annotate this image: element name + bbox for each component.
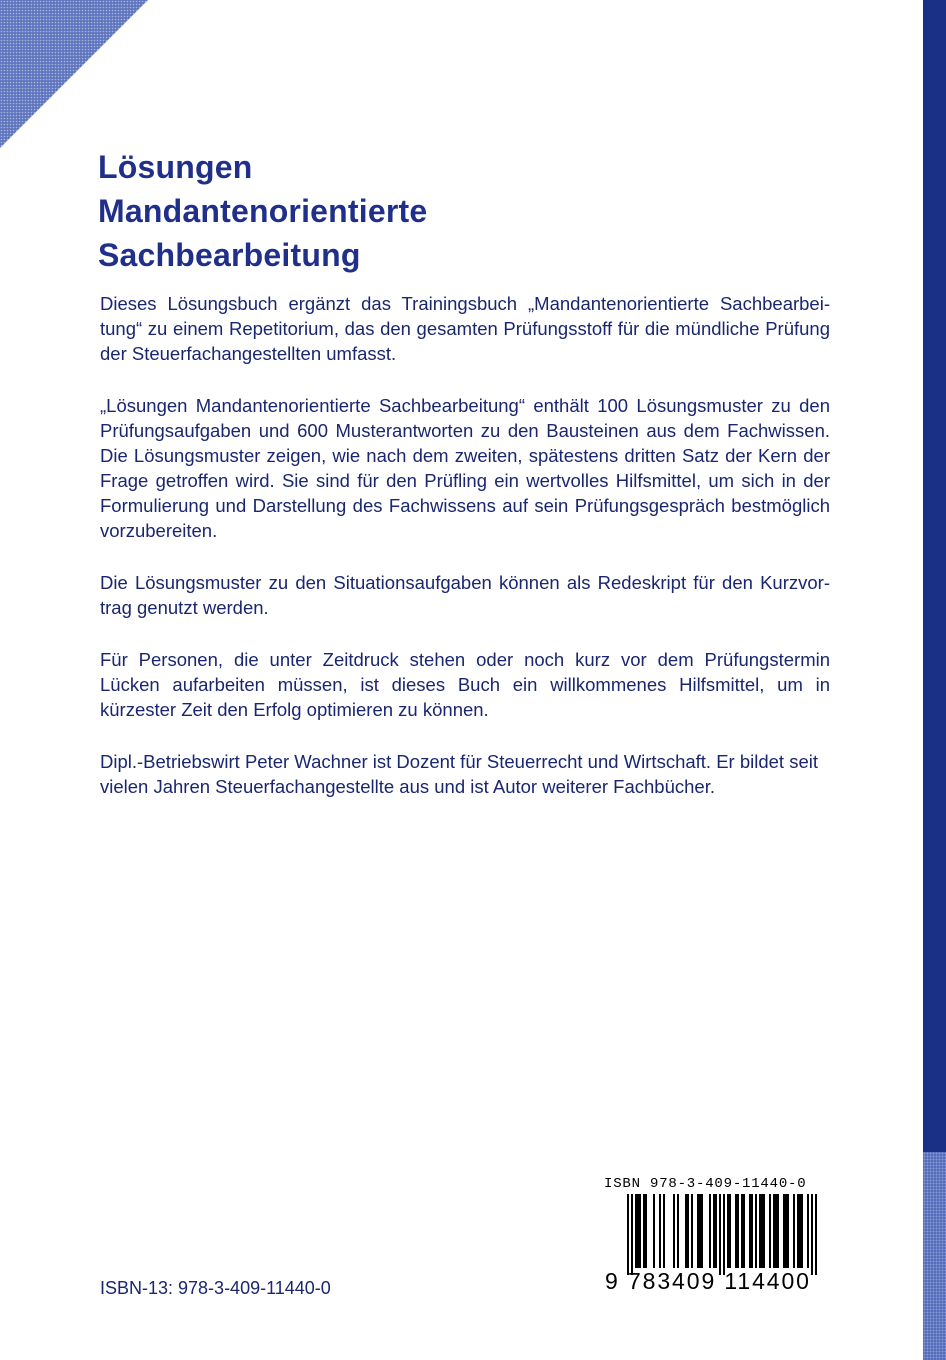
barcode-bar — [685, 1194, 689, 1268]
barcode-bar — [691, 1194, 693, 1268]
barcode-bar — [653, 1194, 655, 1268]
barcode-bar — [769, 1194, 771, 1268]
barcode-bar — [815, 1194, 817, 1275]
corner-decoration — [0, 0, 150, 150]
barcode-bar — [783, 1194, 789, 1268]
barcode-bar — [811, 1194, 813, 1275]
book-title — [98, 145, 427, 277]
barcode-bar — [627, 1194, 629, 1275]
barcode-bar — [635, 1194, 641, 1268]
barcode-bar — [677, 1194, 679, 1268]
barcode-bar — [719, 1194, 721, 1275]
barcode-bar — [673, 1194, 675, 1268]
paragraph-contents: „Lösungen Mandantenorientierte Sachbearbeitung“ enthält 100 Lösungsmuster zu den Prüfungsaufgaben und 600 Musterantworten zu den Bausteinen aus dem Fachwissen. Die Lösungsmuster zeigen, wie nach dem zweiten, spätestens dritten Satz der Kern der Frage getroffen wird. Sie sind für den Prüfling ein wertvolles Hilfsmittel, um sich in der Formulierung und Darstellung des Fachwissens auf sein Prüfungsgespräch bestmöglich vorzubereiten. — [100, 395, 830, 541]
paragraph-situations: Die Lösungsmuster zu den Situationsaufgaben können als Redeskript für den Kurzvortrag genutzt werden. — [100, 572, 830, 618]
paragraph-intro: Dieses Lösungsbuch ergänzt das Trainingsbuch „Mandantenorientierte Sachbearbeitung“ zu einem Repetitorium, das den gesamten Prüfungsstoff für die mündliche Prüfung der Steuerfachangestellten umfasst. — [100, 293, 830, 364]
barcode-bar — [643, 1194, 647, 1268]
barcode-bar — [797, 1194, 803, 1268]
barcode-bar — [659, 1194, 661, 1268]
barcode-bar — [741, 1194, 745, 1268]
paragraph-audience: Für Personen, die unter Zeitdruck stehen oder noch kurz vor dem Prüfungstermin Lücken aufarbeiten müssen, ist dieses Buch ein willkommenes Hilfsmittel, um in kürzester Zeit den Erfolg optimieren zu können. — [100, 649, 830, 720]
barcode-bar — [727, 1194, 731, 1268]
barcode-bar — [759, 1194, 765, 1268]
blurb-text — [100, 291, 830, 826]
title-line-1: Lösungen — [98, 149, 253, 185]
barcode-bar — [773, 1194, 779, 1268]
barcode-bar — [723, 1194, 725, 1275]
barcode-block — [600, 1176, 820, 1301]
barcode-bar — [807, 1194, 809, 1268]
barcode-bar — [709, 1194, 711, 1268]
barcode-isbn-text: ISBN 978-3-409-11440-0 — [604, 1176, 807, 1192]
barcode-bar — [793, 1194, 795, 1268]
title-line-3: Sachbearbeitung — [98, 237, 361, 273]
barcode-bar — [631, 1194, 633, 1275]
isbn-13-label: ISBN-13: 978-3-409-11440-0 — [100, 1278, 331, 1298]
barcode-bar — [755, 1194, 757, 1268]
barcode-bar — [663, 1194, 665, 1268]
paragraph-author: Dipl.-Betriebswirt Peter Wachner ist Dozent für Steuerrecht und Wirtschaft. Er bildet seit vielen Jahren Steuerfachangestellte aus und ist Autor weiterer Fachbücher. — [100, 751, 818, 797]
barcode-digits: 9 783409 114400 — [605, 1268, 811, 1294]
title-line-2: Mandantenorientierte — [98, 193, 428, 229]
barcode-bar — [735, 1194, 739, 1268]
barcode-bar — [713, 1194, 717, 1268]
barcode-bar — [749, 1194, 753, 1268]
barcode-bar — [697, 1194, 703, 1268]
spine-dotted-band — [923, 1152, 946, 1360]
